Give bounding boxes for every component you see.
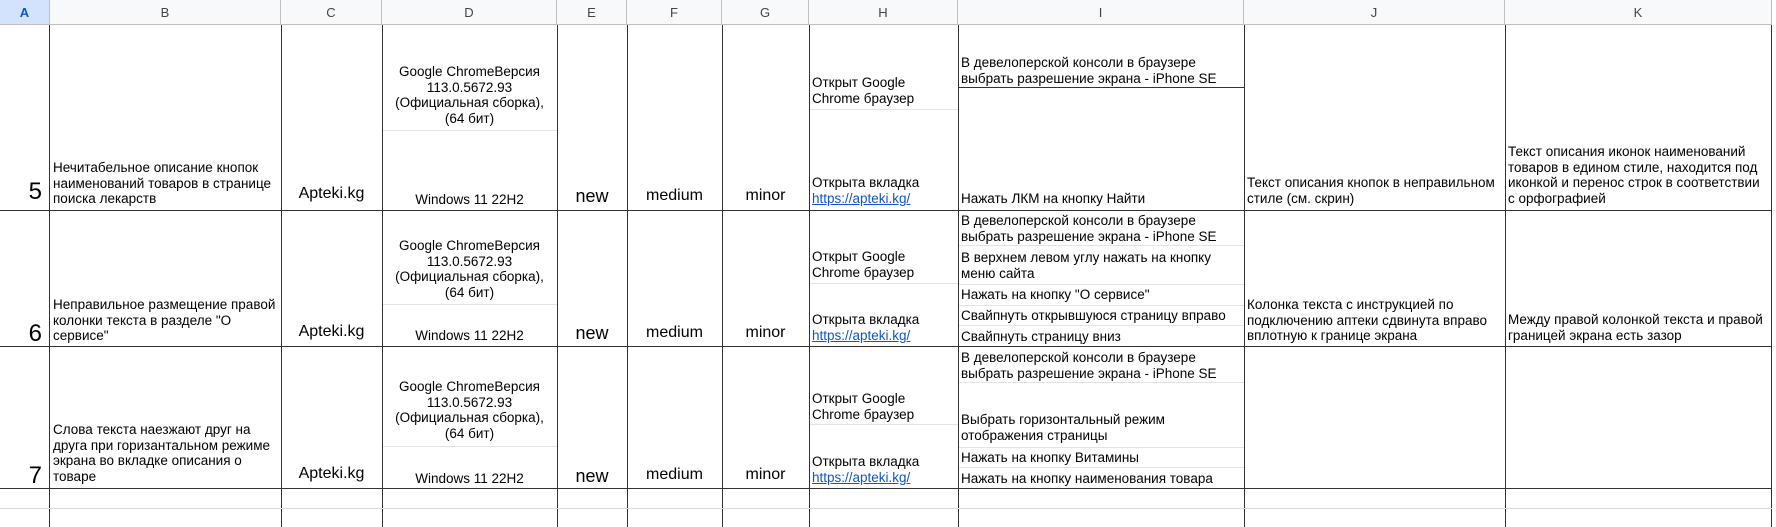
grid-line — [809, 25, 810, 527]
cell-divider — [810, 283, 958, 284]
cell-divider — [810, 109, 958, 110]
actual-result-cell[interactable]: Колонка текста с инструкцией по подключению аптеки сдвинута вправо вплотную к границе экрана — [1247, 297, 1487, 343]
priority-cell[interactable]: minor — [745, 466, 786, 483]
row-border — [0, 508, 1772, 509]
grid-line — [1505, 25, 1506, 527]
browser-cell[interactable]: Google ChromeВерсия 113.0.5672.93 (Официальная сборка), (64 бит) — [395, 379, 544, 441]
grid-line — [557, 25, 558, 527]
cell-divider — [959, 467, 1244, 468]
cell-divider — [959, 447, 1244, 448]
step-item[interactable]: Нажать ЛКМ на кнопку Найти — [961, 191, 1146, 206]
browser-cell[interactable]: Google ChromeВерсия 113.0.5672.93 (Официальная сборка), (64 бит) — [395, 238, 544, 300]
col-header-f[interactable]: F — [627, 0, 722, 25]
col-header-e[interactable]: E — [557, 0, 627, 25]
site-cell[interactable]: Apteki.kg — [298, 323, 365, 340]
precondition-cell[interactable]: Открыт Google Chrome браузер — [812, 391, 915, 422]
step-item[interactable]: В девелоперской консоли в браузере выбрать разрешение экрана - iPhone SE — [961, 350, 1217, 381]
os-cell[interactable]: Windows 11 22H2 — [415, 192, 524, 207]
browser-cell[interactable]: Google ChromeВерсия 113.0.5672.93 (Официальная сборка), (64 бит) — [395, 64, 544, 126]
row-border — [0, 346, 1772, 347]
step-item[interactable]: Нажать на кнопку "О сервисе" — [961, 287, 1150, 302]
summary-cell[interactable]: Неправильное размещение правой колонки текста в разделе "О сервисе" — [53, 297, 276, 343]
row-number[interactable]: 5 — [28, 178, 42, 205]
cell-divider — [959, 325, 1244, 326]
status-cell[interactable]: new — [575, 186, 609, 206]
precondition-cell[interactable]: Открыта вкладка — [812, 312, 920, 327]
precondition-cell[interactable]: Открыт Google Chrome браузер — [812, 75, 915, 106]
grid-line — [722, 25, 723, 527]
cell-divider — [959, 382, 1244, 383]
grid-line — [1771, 25, 1772, 527]
step-item[interactable]: Выбрать горизонтальный режим отображения страницы — [961, 412, 1165, 443]
status-cell[interactable]: new — [575, 466, 609, 486]
cell-divider — [959, 87, 1244, 88]
url-link[interactable]: https://apteki.kg/ — [812, 328, 911, 343]
url-link[interactable]: https://apteki.kg/ — [812, 191, 911, 206]
grid-line — [382, 25, 383, 527]
grid-line — [627, 25, 628, 527]
summary-cell[interactable]: Слова текста наезжают друг на друга при горизантальном режиме экрана во вкладке описания о товаре — [53, 422, 270, 484]
severity-cell[interactable]: medium — [646, 324, 703, 341]
priority-cell[interactable]: minor — [745, 324, 786, 341]
step-item[interactable]: Свайпнуть открывшуюся страницу вправо — [961, 308, 1226, 323]
grid-line — [49, 25, 50, 527]
cell-divider — [383, 304, 557, 305]
col-header-a[interactable]: A — [0, 0, 50, 25]
actual-result-cell[interactable]: Текст описания кнопок в неправильном стиле (см. скрин) — [1247, 175, 1495, 206]
precondition-cell[interactable]: Открыт Google Chrome браузер — [812, 249, 915, 280]
col-header-j[interactable]: J — [1244, 0, 1505, 25]
step-item[interactable]: В девелоперской консоли в браузере выбрать разрешение экрана - iPhone SE — [961, 213, 1217, 244]
cell-divider — [959, 305, 1244, 306]
col-header-h[interactable]: H — [809, 0, 958, 25]
cell-divider — [959, 245, 1244, 246]
step-item[interactable]: Нажать на кнопку наименования товара — [961, 471, 1213, 486]
step-item[interactable]: Свайпнуть страницу вниз — [961, 329, 1121, 344]
grid-line — [1244, 25, 1245, 527]
severity-cell[interactable]: medium — [646, 187, 703, 204]
col-header-d[interactable]: D — [382, 0, 557, 25]
site-cell[interactable]: Apteki.kg — [298, 465, 365, 482]
step-item[interactable]: В девелоперской консоли в браузере выбрать разрешение экрана - iPhone SE — [961, 55, 1217, 86]
col-header-b[interactable]: B — [50, 0, 281, 25]
row-border — [0, 210, 1772, 211]
col-header-k[interactable]: K — [1505, 0, 1772, 25]
site-cell[interactable]: Apteki.kg — [298, 185, 365, 202]
expected-result-cell[interactable]: Текст описания иконок наименований товаров в едином стиле, находится под иконкой и перенос строк в соответствии с орфографией — [1508, 144, 1760, 206]
cell-divider — [383, 130, 557, 131]
grid-line — [281, 25, 282, 527]
status-cell[interactable]: new — [575, 323, 609, 343]
col-header-g[interactable]: G — [722, 0, 809, 25]
precondition-cell[interactable]: Открыта вкладка — [812, 175, 920, 190]
grid-line — [958, 25, 959, 527]
row-number[interactable]: 7 — [28, 462, 42, 489]
precondition-cell[interactable]: Открыта вкладка — [812, 454, 920, 469]
os-cell[interactable]: Windows 11 22H2 — [415, 328, 524, 343]
os-cell[interactable]: Windows 11 22H2 — [415, 471, 524, 486]
cell-divider — [383, 446, 557, 447]
expected-result-cell[interactable]: Между правой колонкой текста и правой границей экрана есть зазор — [1508, 312, 1763, 343]
url-link[interactable]: https://apteki.kg/ — [812, 470, 911, 485]
col-header-i[interactable]: I — [958, 0, 1244, 25]
row-border — [0, 488, 1772, 489]
cell-divider — [810, 424, 958, 425]
priority-cell[interactable]: minor — [745, 187, 786, 204]
col-header-c[interactable]: C — [281, 0, 382, 25]
summary-cell[interactable]: Нечитабельное описание кнопок наименований товаров в странице поиска лекарств — [53, 160, 272, 206]
step-item[interactable]: Нажать на кнопку Витамины — [961, 450, 1139, 465]
step-item[interactable]: В верхнем левом углу нажать на кнопку меню сайта — [961, 250, 1211, 281]
row-number[interactable]: 6 — [28, 320, 42, 347]
cell-divider — [959, 284, 1244, 285]
severity-cell[interactable]: medium — [646, 466, 703, 483]
